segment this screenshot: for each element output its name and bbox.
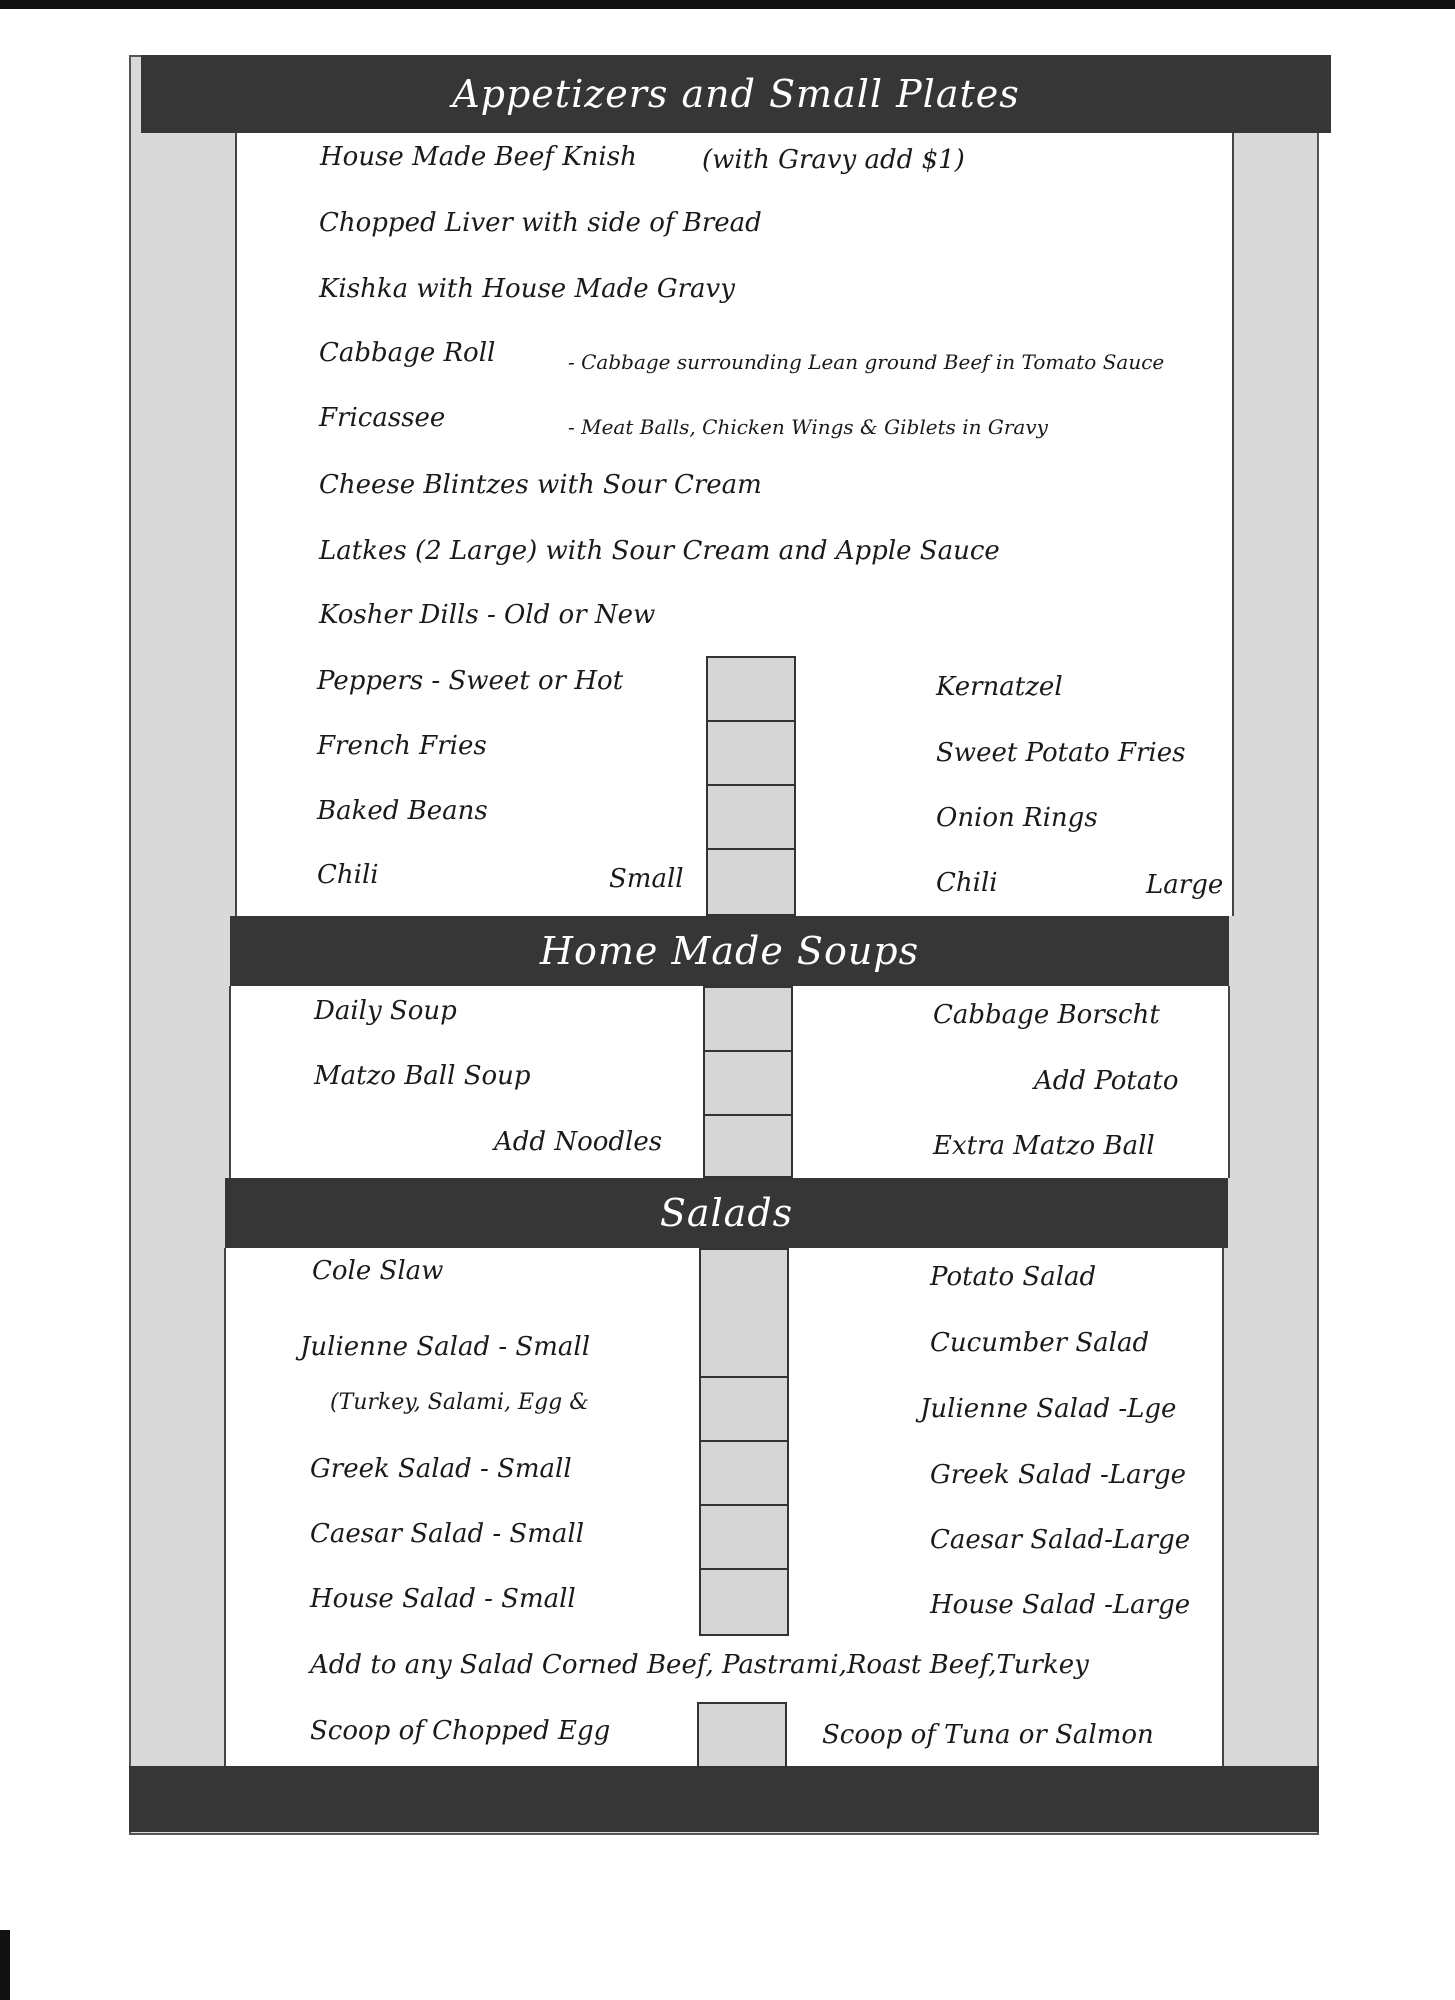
menu-item: House Salad -Large [930,1590,1191,1620]
menu-item: Potato Salad [930,1262,1097,1292]
salads-header [225,1178,1228,1248]
menu-item-addon: Add to any Salad Corned Beef, Pastrami,Roast Beef,Turkey [310,1650,1089,1680]
price-box [706,720,796,786]
menu-item: Chopped Liver with side of Bread [319,208,762,238]
price-box [703,1050,793,1116]
menu-item-description: (Turkey, Salami, Egg & [330,1390,589,1415]
price-box [699,1568,789,1636]
menu-item: Cheese Blintzes with Sour Cream [319,470,762,500]
scan-edge-left [0,1930,10,2000]
menu-item: House Salad - Small [310,1584,576,1614]
price-box [697,1702,787,1768]
menu-item: Latkes (2 Large) with Sour Cream and Apple Sauce [319,536,1000,566]
soups-title: Home Made Soups [539,929,920,973]
price-box [703,986,793,1052]
menu-item: Onion Rings [936,803,1098,833]
menu-item: Julienne Salad - Small [300,1332,591,1362]
footer-band [129,1766,1319,1832]
price-box [706,784,796,850]
soups-header [230,916,1229,986]
menu-item: Cabbage Roll [319,338,496,368]
menu-item: Extra Matzo Ball [933,1131,1155,1161]
appetizers-title: Appetizers and Small Plates [452,72,1020,116]
menu-item: Peppers - Sweet or Hot [317,666,624,696]
menu-item: Sweet Potato Fries [936,738,1186,768]
appetizers-header [141,55,1331,133]
price-box [699,1504,789,1570]
menu-item: Matzo Ball Soup [314,1061,531,1091]
price-box [699,1248,789,1378]
menu-item: Chili [936,868,998,898]
price-box [699,1440,789,1506]
menu-item: Julienne Salad -Lge [920,1394,1177,1424]
menu-item: Kosher Dills - Old or New [319,600,656,630]
menu-item: French Fries [317,731,487,761]
menu-item: Baked Beans [317,796,488,826]
size-label: Small [609,864,684,894]
menu-item: Greek Salad -Large [930,1460,1187,1490]
price-box [703,1114,793,1178]
menu-item-note: (with Gravy add $1) [702,145,965,175]
menu-item-description: - Cabbage surrounding Lean ground Beef in Tomato Sauce [568,350,1165,374]
menu-item: Kernatzel [936,672,1063,702]
menu-item: Greek Salad - Small [310,1454,572,1484]
menu-item: Cucumber Salad [930,1328,1150,1358]
menu-item: Kishka with House Made Gravy [319,274,735,304]
menu-item: Daily Soup [314,996,457,1026]
salads-title: Salads [659,1191,794,1235]
price-box [699,1376,789,1442]
price-box [706,848,796,916]
menu-item: Chili [317,860,379,890]
menu-item: Caesar Salad - Small [310,1519,585,1549]
menu-item: Cabbage Borscht [933,1000,1160,1030]
menu-item: Scoop of Tuna or Salmon [822,1720,1154,1750]
price-box [706,656,796,722]
menu-item-addon: Add Potato [1034,1066,1179,1096]
menu-item: Cole Slaw [312,1256,444,1286]
scan-edge-top [0,0,1455,9]
menu-item: House Made Beef Knish [320,142,637,172]
menu-item: Fricassee [319,403,446,433]
menu-item-description: - Meat Balls, Chicken Wings & Giblets in Gravy [568,415,1048,439]
menu-item-addon: Add Noodles [494,1127,663,1157]
menu-item: Caesar Salad-Large [930,1525,1191,1555]
size-label: Large [1146,870,1224,900]
menu-item: Scoop of Chopped Egg [310,1716,611,1746]
